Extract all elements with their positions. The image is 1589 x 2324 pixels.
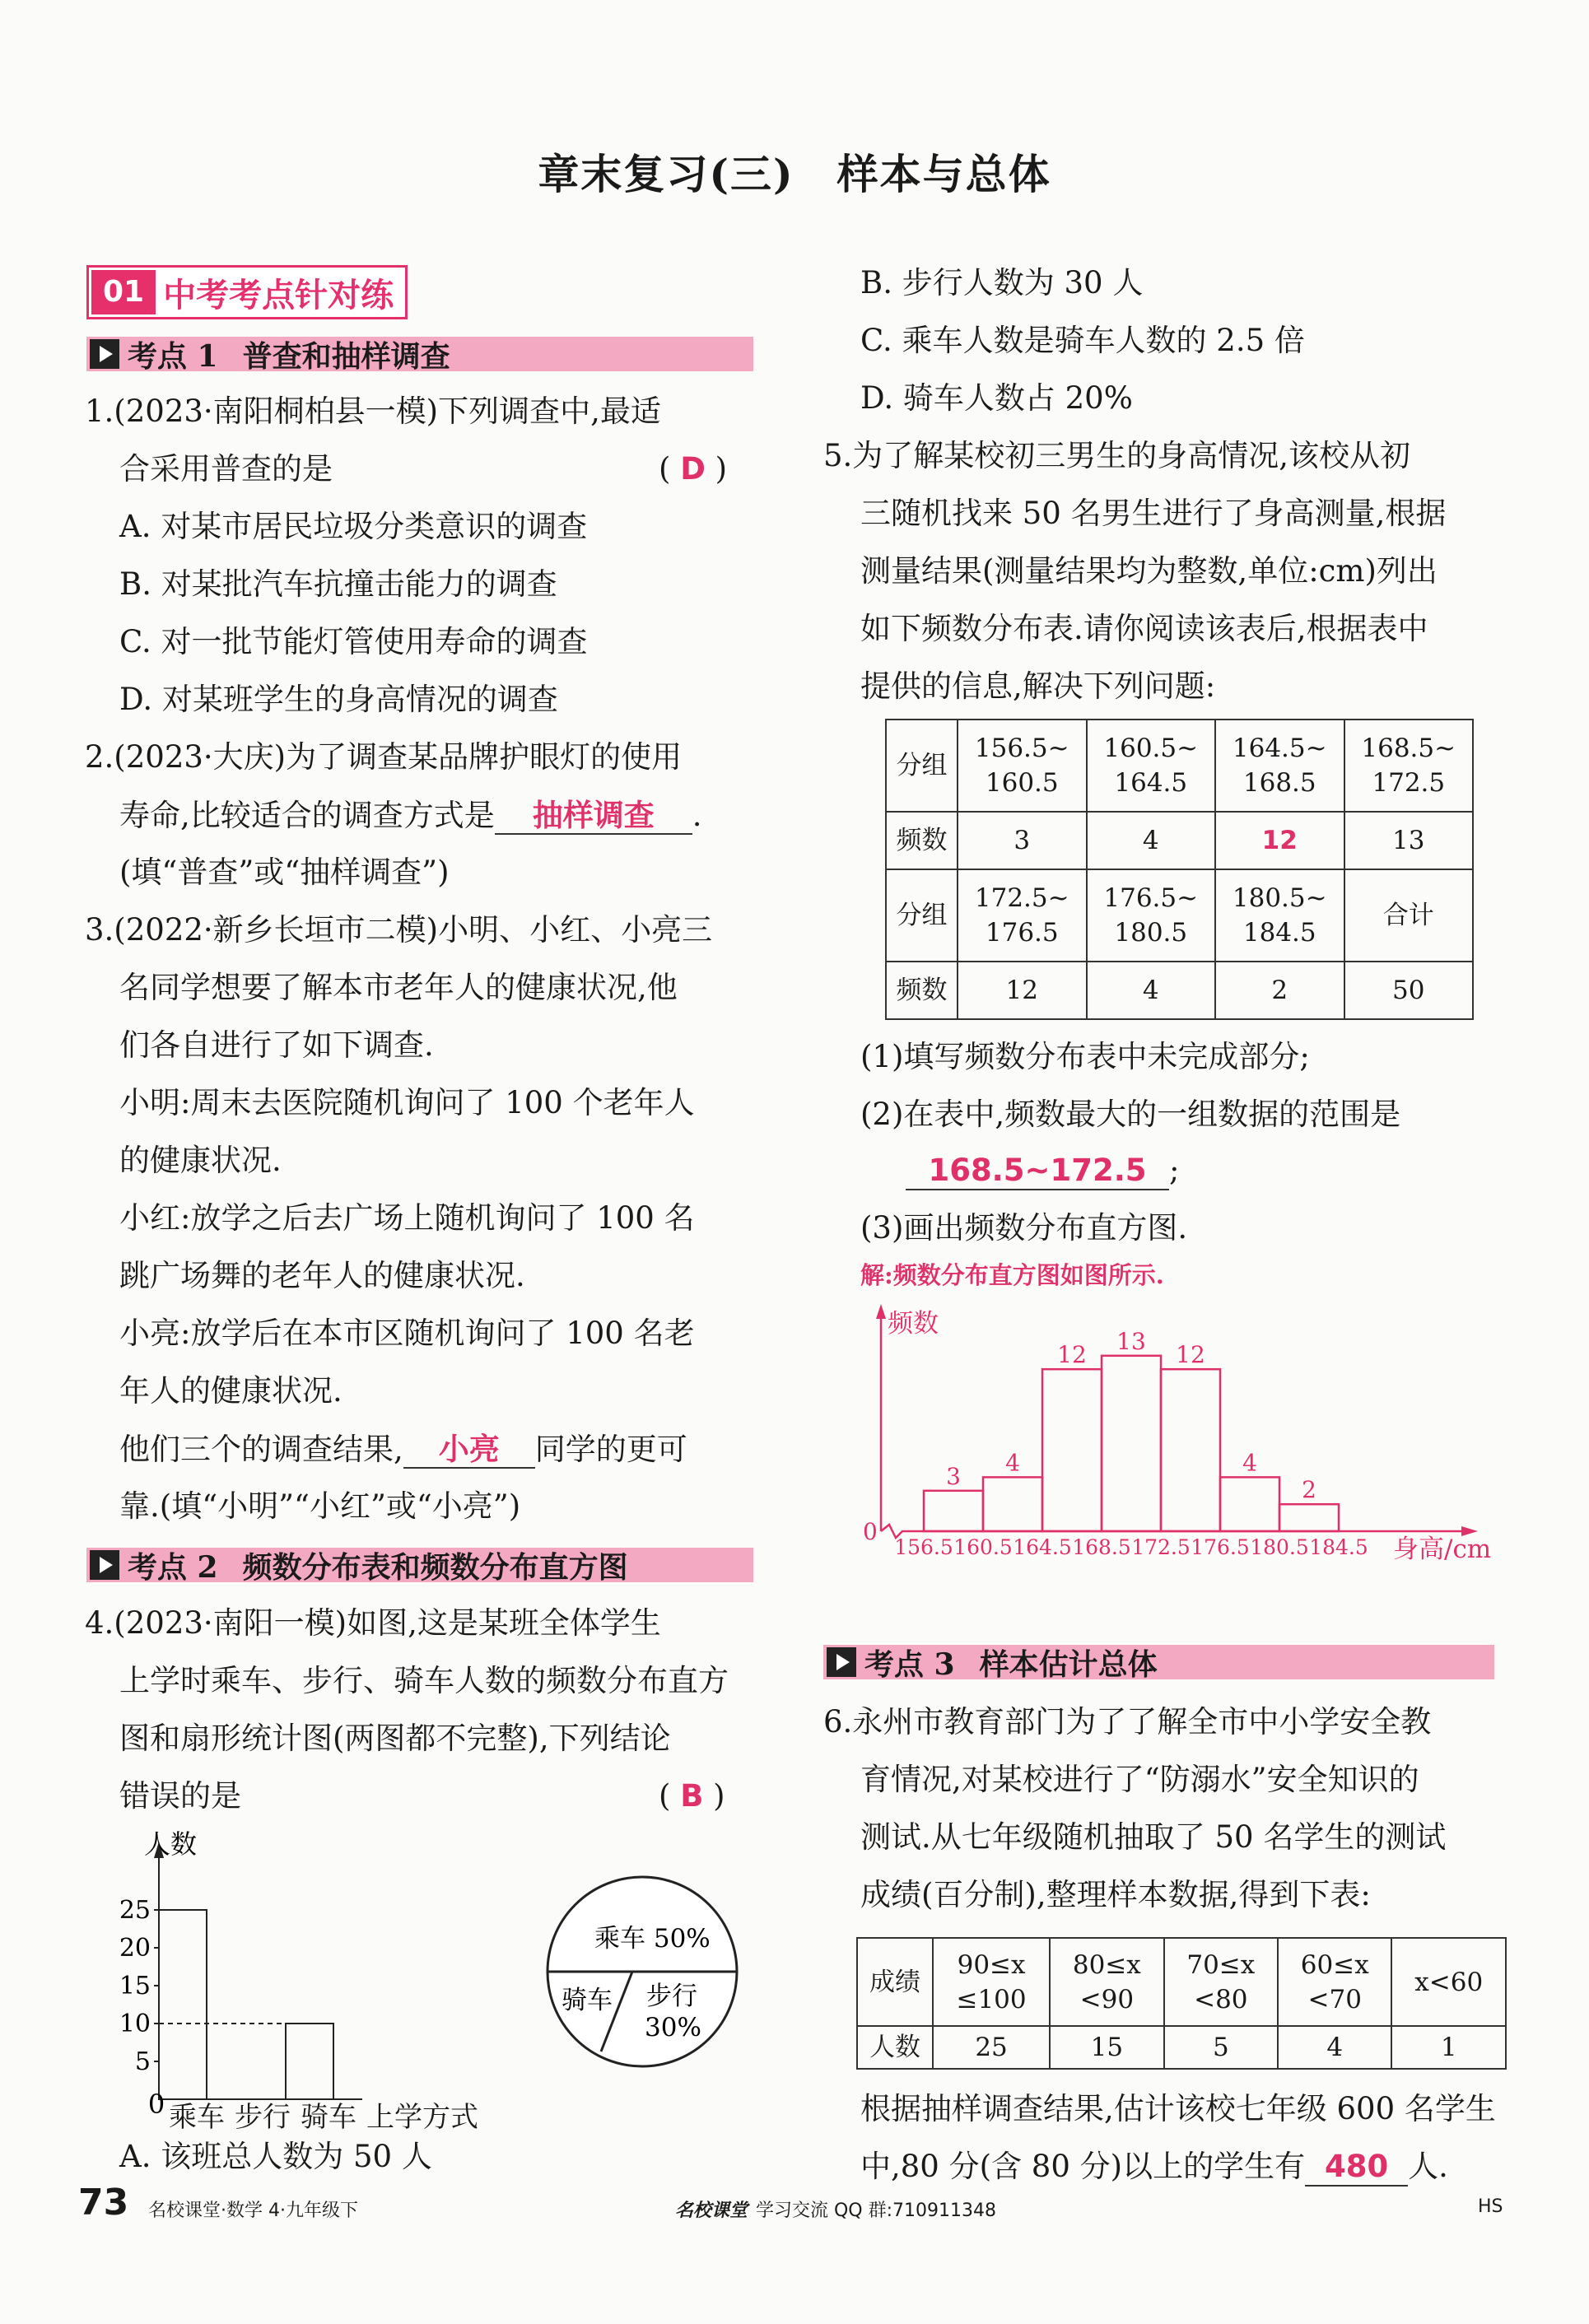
q6-after-line1: 根据抽样调查结果,估计该校七年级 600 名学生 <box>860 2091 1496 2126</box>
hist-x-tick-label: 156.5 <box>894 1535 953 1559</box>
hist-bar <box>983 1477 1042 1531</box>
hist-bar <box>1220 1477 1279 1531</box>
table-cell: 15 <box>1050 2026 1163 2069</box>
q4-option-b: B. 步行人数为 30 人 <box>860 265 1144 300</box>
bar-乘车 <box>159 1910 207 2099</box>
hist-bar <box>1279 1504 1339 1531</box>
q6-after-line2: 中,80 分(含 80 分)以上的学生有 480 人. <box>860 2149 1448 2187</box>
pie-label-walk-2: 30% <box>645 2013 701 2042</box>
q4-answer-bracket: ( B ) <box>659 1778 725 1814</box>
q2-stem-line3: (填“普查”或“抽样调查”) <box>119 855 450 890</box>
q4-xlabel-axis: 上学方式 <box>366 2101 478 2134</box>
table-row <box>857 2026 1506 2069</box>
kaodian-2-header <box>86 1548 753 1585</box>
hist-bar <box>1102 1356 1161 1531</box>
q4-xlabel-1: 步行 <box>235 2101 291 2134</box>
table-cell: 3 <box>958 812 1087 869</box>
hist-x-tick-label: 172.5 <box>1131 1535 1191 1559</box>
q5-line-1: 5.为了解某校初三男生的身高情况,该校从初 <box>823 438 1411 473</box>
table-row <box>886 962 1473 1019</box>
q3-line-2: 名同学想要了解本市老年人的健康状况,他 <box>119 970 678 1005</box>
q4-answer: B <box>680 1778 704 1814</box>
table-cell: 80≤x <90 <box>1050 1938 1163 2026</box>
q2-answer: 抽样调查 <box>495 797 692 835</box>
kaodian-topic: 样本估计总体 <box>979 1646 1158 1682</box>
bar-骑车 <box>286 2024 333 2099</box>
table-cell: 4 <box>1087 962 1216 1019</box>
q4-line-1: 4.(2023·南阳一模)如图,这是某班全体学生 <box>85 1605 661 1641</box>
hist-xlabel: 身高/cm <box>1393 1535 1492 1564</box>
hist-x-tick-label: 164.5 <box>1013 1535 1072 1559</box>
q5-sub2-answer-line: 168.5~172.5 ; <box>906 1153 1179 1190</box>
q3-line-6: 小红:放学之后去广场上随机询问了 100 名 <box>119 1200 695 1236</box>
q5-sub3: (3)画出频数分布直方图. <box>860 1210 1188 1246</box>
section-header <box>86 265 408 319</box>
q5-histogram <box>856 1301 1515 1581</box>
page-title: 章末复习(三) 样本与总体 <box>538 150 1051 198</box>
table-cell: 168.5~ 172.5 <box>1344 720 1474 812</box>
play-arrow-icon <box>90 1550 119 1580</box>
q3-line-9: 年人的健康状况. <box>119 1373 342 1409</box>
footer-book: 名校课堂·数学 4·九年级下 <box>148 2201 358 2221</box>
table-cell: 分组 <box>886 720 958 812</box>
hist-bar-label: 4 <box>1005 1449 1020 1477</box>
table-cell: 164.5~ 168.5 <box>1215 720 1344 812</box>
q1-option-c: C. 对一批节能灯管使用寿命的调查 <box>119 624 588 659</box>
y-tick-label: 10 <box>119 2010 151 2038</box>
table-cell: 180.5~ 184.5 <box>1215 869 1344 962</box>
q3-last-line2: 靠.(填“小明”“小红”或“小亮”) <box>119 1488 521 1524</box>
play-arrow-icon <box>827 1647 856 1677</box>
q4-line-2: 上学时乘车、步行、骑车人数的频数分布直方 <box>119 1663 729 1698</box>
q6-answer: 480 <box>1305 2149 1408 2187</box>
kaodian-1-header <box>86 337 753 374</box>
q4-option-d: D. 骑车人数占 20% <box>860 380 1133 416</box>
hist-x-tick-label: 168.5 <box>1072 1535 1131 1559</box>
table-cell: 1 <box>1391 2026 1506 2069</box>
q3-line-5: 的健康状况. <box>119 1143 282 1178</box>
table-cell: 合计 <box>1344 869 1474 962</box>
kaodian-3-header <box>823 1645 1494 1682</box>
hist-x-tick-label: 160.5 <box>953 1535 1013 1559</box>
footer-brand: 名校课堂 <box>675 2201 748 2221</box>
q5-sub1: (1)填写频数分布表中未完成部分; <box>860 1039 1310 1074</box>
y-tick-label: 25 <box>119 1896 151 1925</box>
q6-score-table <box>856 1937 1507 2070</box>
q3-line-3: 们各自进行了如下调查. <box>119 1027 434 1063</box>
q1-answer-bracket: ( D ) <box>659 451 728 487</box>
hist-bar-label: 12 <box>1057 1341 1087 1369</box>
pie-label-walk-1: 步行 <box>646 1982 697 2011</box>
table-row <box>857 1938 1506 2026</box>
q1-option-a: A. 对某市居民垃圾分类意识的调查 <box>119 509 588 544</box>
table-cell: 176.5~ 180.5 <box>1087 869 1216 962</box>
q3-line-8: 小亮:放学后在本市区随机询问了 100 名老 <box>119 1316 695 1351</box>
table-row <box>886 812 1473 869</box>
q4-option-c: C. 乘车人数是骑车人数的 2.5 倍 <box>860 323 1305 358</box>
table-cell: 4 <box>1278 2026 1391 2069</box>
table-row <box>886 720 1473 812</box>
hist-x-tick-label: 176.5 <box>1191 1535 1250 1559</box>
hist-origin: 0 <box>863 1518 878 1545</box>
table-cell: x<60 <box>1391 1938 1506 2026</box>
q5-line-2: 三随机找来 50 名男生进行了身高测量,根据 <box>860 496 1447 531</box>
hist-bar <box>1042 1369 1102 1531</box>
q5-sub2: (2)在表中,频数最大的一组数据的范围是 <box>860 1097 1401 1132</box>
q3-last-line: 他们三个的调查结果, 小亮 同学的更可 <box>119 1431 687 1467</box>
q3-answer: 小亮 <box>403 1431 535 1469</box>
q6-line-2: 育情况,对某校进行了“防溺水”安全知识的 <box>860 1762 1419 1797</box>
q5-solution: 解:频数分布直方图如图所示. <box>860 1261 1164 1289</box>
table-cell: 160.5~ 164.5 <box>1087 720 1216 812</box>
hist-bar-label: 4 <box>1242 1449 1257 1477</box>
q5-frequency-table <box>885 719 1474 1020</box>
hist-y-arrow <box>876 1304 886 1319</box>
pie-label-bike: 骑车 <box>562 1986 613 2015</box>
section-number: 01 <box>91 270 156 314</box>
hist-bar-label: 13 <box>1116 1327 1146 1355</box>
table-cell-answer: 12 <box>1215 812 1344 869</box>
table-cell: 156.5~ 160.5 <box>958 720 1087 812</box>
q3-line-7: 跳广场舞的老年人的健康状况. <box>119 1258 525 1293</box>
hist-ylabel: 频数 <box>888 1309 939 1339</box>
y-tick-label: 5 <box>134 2047 151 2076</box>
q5-line-4: 如下频数分布表.请你阅读该表后,根据表中 <box>860 611 1428 646</box>
table-cell: 4 <box>1087 812 1216 869</box>
q5-line-5: 提供的信息,解决下列问题: <box>860 668 1216 704</box>
q1-option-b: B. 对某批汽车抗撞击能力的调查 <box>119 566 557 602</box>
q1-answer: D <box>680 451 706 487</box>
pie-label-bus: 乘车 50% <box>594 1924 711 1954</box>
q4-line-3: 图和扇形统计图(两图都不完整),下列结论 <box>119 1721 671 1756</box>
table-cell: 5 <box>1164 2026 1278 2069</box>
table-cell: 频数 <box>886 962 958 1019</box>
q3-line-1: 3.(2022·新乡长垣市二模)小明、小红、小亮三 <box>85 912 713 948</box>
hist-bar-label: 2 <box>1302 1476 1316 1504</box>
table-cell: 频数 <box>886 812 958 869</box>
kaodian-label: 考点 3 <box>864 1646 955 1682</box>
table-cell: 172.5~ 176.5 <box>958 869 1087 962</box>
footer-code: HS <box>1478 2196 1503 2217</box>
q4-line-4: 错误的是 <box>119 1778 241 1814</box>
q4-origin: 0 <box>147 2089 165 2120</box>
kaodian-label: 考点 2 <box>128 1549 218 1585</box>
q2-stem-line2: 寿命,比较适合的调查方式是 抽样调查 . <box>119 797 702 833</box>
page-number: 73 <box>78 2182 129 2224</box>
section-label: 中考考点针对练 <box>163 275 394 314</box>
hist-x-tick-label: 184.5 <box>1309 1535 1368 1559</box>
q4-option-a: A. 该班总人数为 50 人 <box>119 2139 432 2174</box>
y-tick-label: 20 <box>119 1934 151 1963</box>
table-cell: 人数 <box>857 2026 933 2069</box>
kaodian-topic: 频数分布表和频数分布直方图 <box>242 1549 628 1585</box>
q6-line-4: 成绩(百分制),整理样本数据,得到下表: <box>860 1877 1371 1912</box>
q4-ylabel: 人数 <box>144 1828 198 1860</box>
q1-stem-line1: 1.(2023·南阳桐柏县一模)下列调查中,最适 <box>85 394 661 429</box>
hist-bar-label: 3 <box>946 1462 961 1490</box>
q6-line-1: 6.永州市教育部门为了了解全市中小学安全教 <box>823 1704 1432 1740</box>
table-cell: 70≤x <80 <box>1164 1938 1278 2026</box>
hist-x-tick-label: 180.5 <box>1250 1535 1309 1559</box>
hist-bar-label: 12 <box>1176 1341 1205 1369</box>
q5-sub2-answer: 168.5~172.5 <box>906 1153 1169 1190</box>
q3-line-4: 小明:周末去医院随机询问了 100 个老年人 <box>119 1085 695 1120</box>
table-cell: 12 <box>958 962 1087 1019</box>
q4-bar-chart <box>115 1823 502 2136</box>
table-cell: 50 <box>1344 962 1474 1019</box>
table-cell: 90≤x ≤100 <box>933 1938 1050 2026</box>
q1-stem-line2: 合采用普查的是 <box>119 451 333 487</box>
kaodian-label: 考点 1 <box>128 338 218 374</box>
q4-xlabel-0: 乘车 <box>169 2101 225 2134</box>
y-tick-label: 15 <box>119 1972 151 2000</box>
q4-pie-chart <box>543 1869 749 2075</box>
q1-option-d: D. 对某班学生的身高情况的调查 <box>119 682 558 717</box>
q4-xlabel-2: 骑车 <box>301 2101 356 2134</box>
play-arrow-icon <box>90 339 119 369</box>
q6-line-3: 测试.从七年级随机抽取了 50 名学生的测试 <box>860 1819 1447 1855</box>
table-cell: 60≤x <70 <box>1278 1938 1391 2026</box>
hist-bar <box>924 1491 983 1531</box>
table-cell: 13 <box>1344 812 1474 869</box>
table-cell: 分组 <box>886 869 958 962</box>
table-cell: 2 <box>1215 962 1344 1019</box>
hist-bar <box>1161 1369 1220 1531</box>
table-cell: 25 <box>933 2026 1050 2069</box>
q5-line-3: 测量结果(测量结果均为整数,单位:cm)列出 <box>860 553 1438 589</box>
table-row <box>886 869 1473 962</box>
footer-qq: 学习交流 QQ 群:710911348 <box>756 2201 997 2221</box>
table-cell: 成绩 <box>857 1938 933 2026</box>
q2-stem-line1: 2.(2023·大庆)为了调查某品牌护眼灯的使用 <box>85 739 683 775</box>
kaodian-topic: 普查和抽样调查 <box>242 338 450 374</box>
